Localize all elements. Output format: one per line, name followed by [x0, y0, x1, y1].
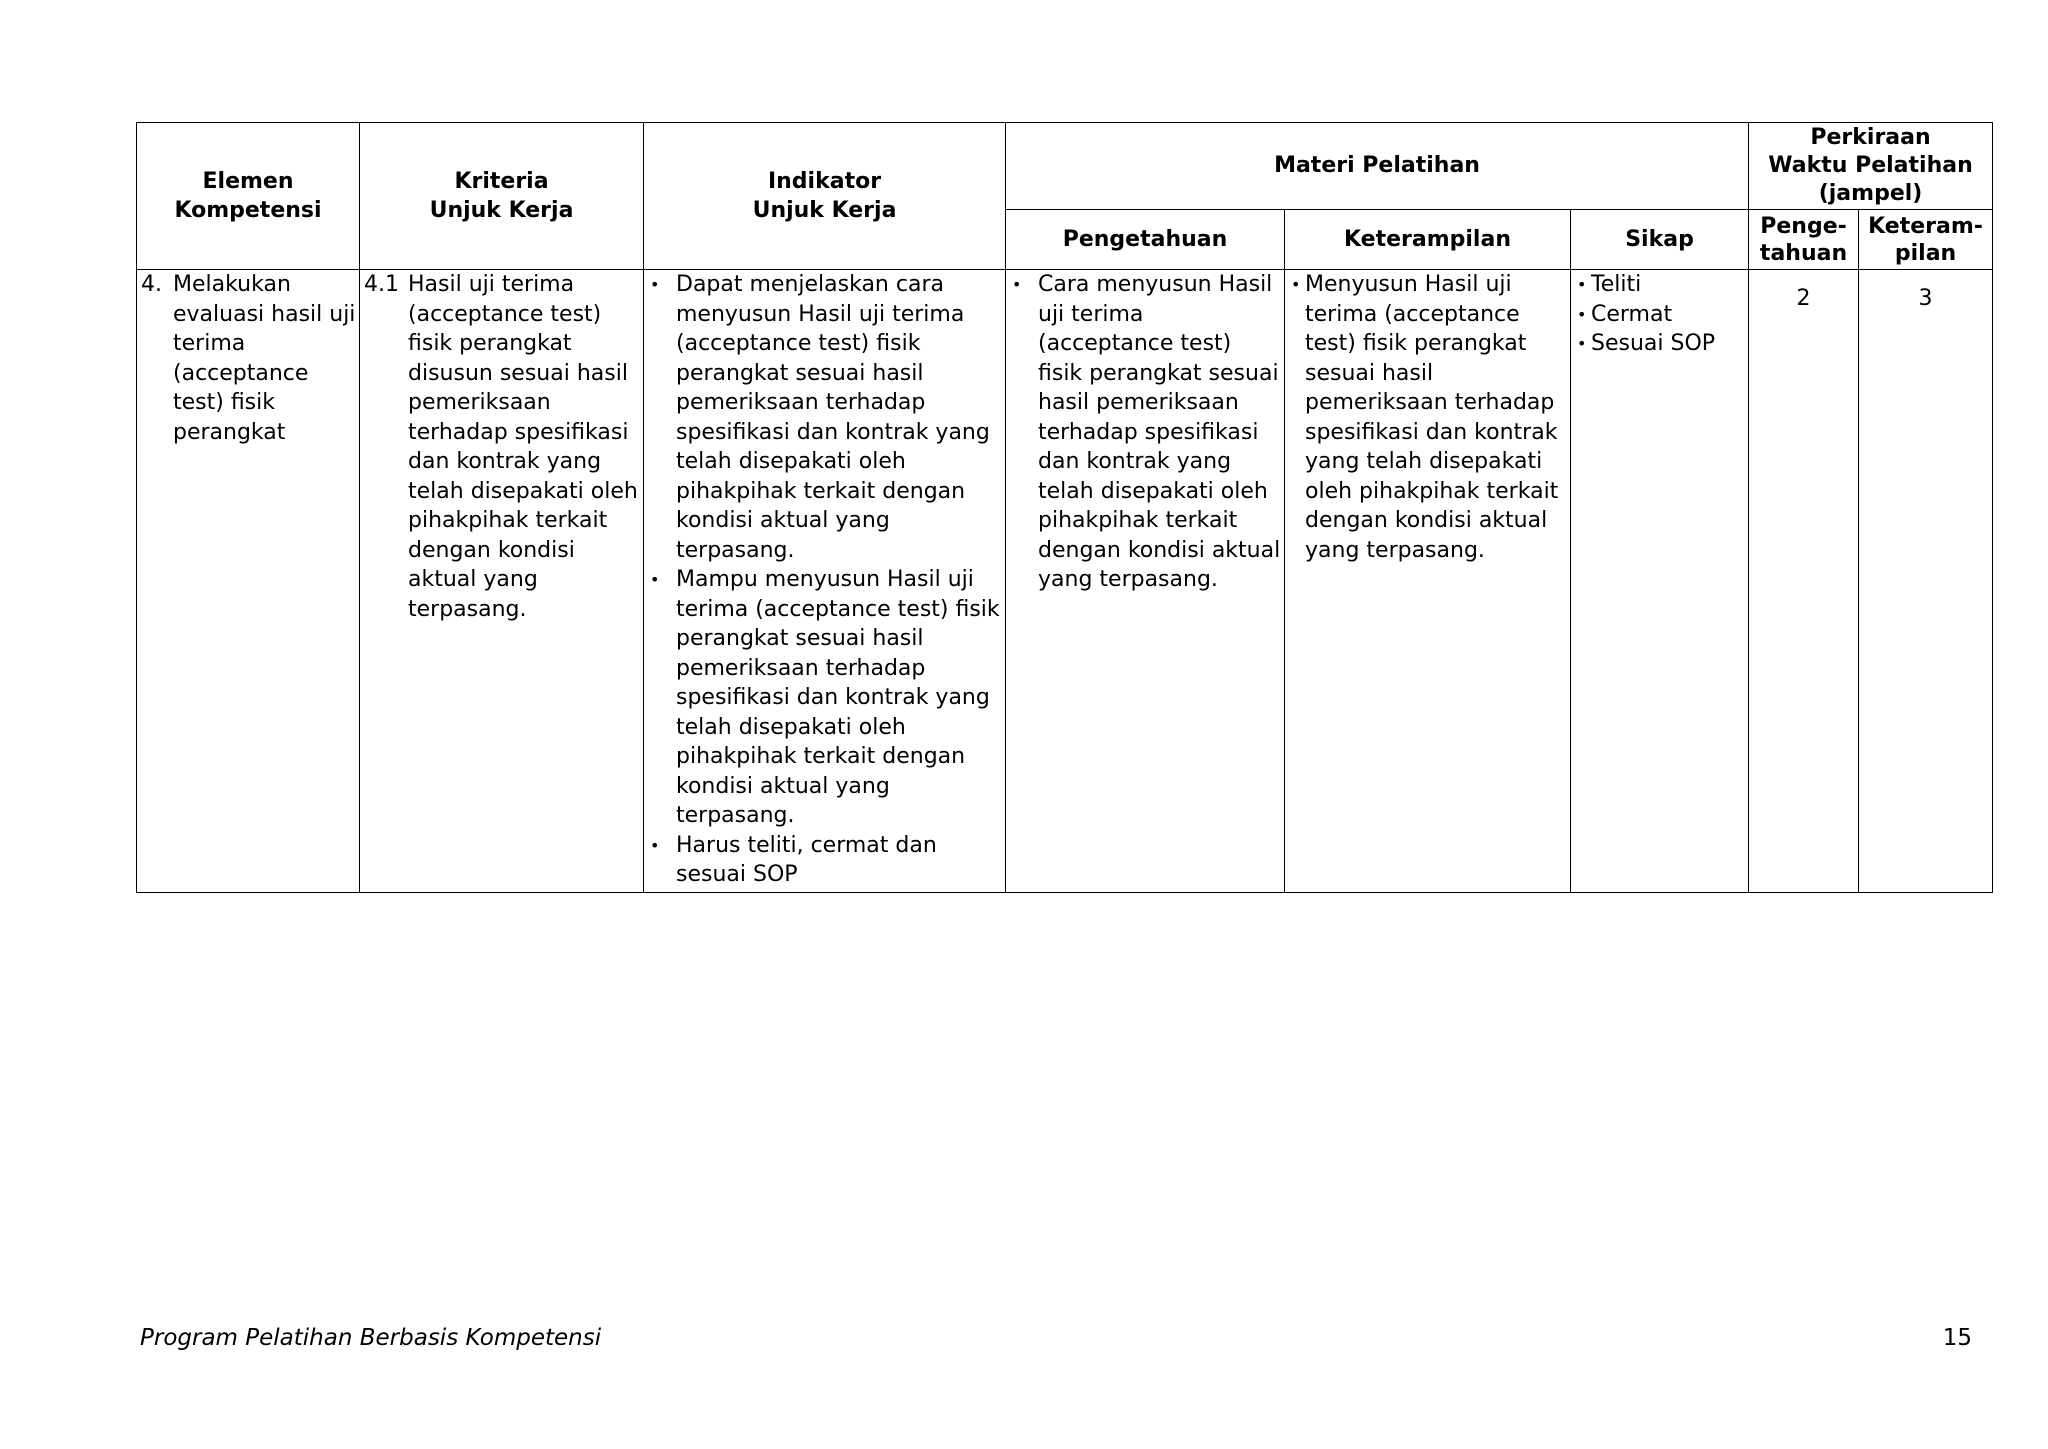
sikap-item-text: Teliti	[1591, 272, 1642, 297]
kriteria-number: 4.1	[364, 272, 399, 297]
header-kriteria-line1: Kriteria	[454, 168, 549, 194]
keterampilan-list	[1289, 270, 1567, 565]
elemen-text: Melakukan evaluasi hasil uji terima (acceptance test) fisik perangkat	[173, 272, 356, 445]
header-indikator-unjuk-kerja	[644, 123, 1006, 270]
cell-indikator	[644, 270, 1006, 893]
cell-elemen	[137, 270, 360, 893]
header-indikator-line1: Indikator	[767, 168, 882, 194]
cell-jampel-keterampilan	[1859, 270, 1993, 893]
list-item	[1575, 329, 1745, 359]
bullet-icon: •	[650, 570, 660, 589]
bullet-icon: •	[1291, 275, 1301, 294]
header-materi-pelatihan: Materi Pelatihan	[1006, 123, 1749, 210]
jampel-keterampilan-value: 3	[1918, 286, 1933, 311]
header-jampel-pengetahuan-line2: tahuan	[1759, 240, 1848, 266]
header-keterampilan: Keterampilan	[1285, 210, 1571, 270]
bullet-icon: •	[1577, 275, 1587, 294]
bullet-icon: •	[650, 275, 660, 294]
list-item	[648, 270, 1002, 565]
header-kriteria-line2: Unjuk Kerja	[429, 198, 574, 223]
jampel-pengetahuan-value: 2	[1796, 286, 1811, 311]
header-jampel-keterampilan-line2: pilan	[1894, 240, 1957, 266]
indikator-list	[648, 270, 1002, 890]
footer-title: Program Pelatihan Berbasis Kompetensi	[140, 1325, 602, 1351]
pengetahuan-list	[1010, 270, 1281, 595]
pengetahuan-item-text: Cara menyusun Hasil uji terima (acceptance test) fisik perangkat sesuai hasil pemeriksaan terhadap spesifikasi dan kontrak yang telah disepakati oleh pihakpihak terkait dengan kondisi aktual yang terpasang.	[1038, 272, 1281, 592]
elemen-number: 4.	[141, 272, 162, 297]
cell-jampel-pengetahuan	[1749, 270, 1859, 893]
header-elemen-line1: Elemen	[202, 168, 294, 194]
cell-kriteria	[360, 270, 644, 893]
list-item	[1010, 270, 1281, 595]
header-perkiraan-line2: Waktu Pelatihan	[1768, 153, 1973, 178]
competency-table	[136, 122, 1993, 893]
cell-sikap	[1571, 270, 1749, 893]
header-elemen-kompetensi	[137, 123, 360, 270]
keterampilan-item-text: Menyusun Hasil uji terima (acceptance test) fisik perangkat sesuai hasil pemeriksaan terhadap spesifikasi dan kontrak yang telah disepakati oleh pihakpihak terkait dengan kondisi aktual yang terpasang.	[1305, 272, 1559, 563]
bullet-icon: •	[650, 835, 660, 855]
header-sikap: Sikap	[1571, 210, 1749, 270]
sikap-item-text: Sesuai SOP	[1591, 331, 1716, 356]
header-jampel-keterampilan-line1: Keteram-	[1868, 213, 1983, 239]
header-jampel-pengetahuan-line1: Penge-	[1760, 213, 1847, 239]
list-item	[1575, 270, 1745, 300]
header-jampel-keterampilan	[1859, 210, 1993, 270]
header-perkiraan-line3: (jampel)	[1818, 181, 1923, 206]
header-jampel-pengetahuan	[1749, 210, 1859, 270]
indikator-item-text: Mampu menyusun Hasil uji terima (acceptance test) fisik perangkat sesuai hasil pemeriksaan terhadap spesifikasi dan kontrak yang telah disepakati oleh pihakpihak terkait dengan kondisi aktual yang terpasang.	[676, 567, 1000, 828]
bullet-icon: •	[1577, 334, 1587, 353]
cell-keterampilan	[1285, 270, 1571, 893]
header-perkiraan-waktu	[1749, 123, 1993, 210]
list-item	[648, 565, 1002, 831]
header-pengetahuan: Pengetahuan	[1006, 210, 1285, 270]
page-number: 15	[1942, 1325, 1972, 1351]
cell-pengetahuan	[1006, 270, 1285, 893]
sikap-item-text: Cermat	[1591, 301, 1673, 327]
header-perkiraan-line1: Perkiraan	[1810, 125, 1931, 150]
table-row	[137, 270, 1993, 893]
sikap-list	[1575, 270, 1745, 359]
bullet-icon: •	[1577, 304, 1587, 324]
list-item	[1575, 300, 1745, 330]
header-indikator-line2: Unjuk Kerja	[752, 198, 897, 223]
list-item	[1289, 270, 1567, 565]
kriteria-text: Hasil uji terima (acceptance test) fisik perangkat disusun sesuai hasil pemeriksaan terhadap spesifikasi dan kontrak yang telah disepakati oleh pihakpihak terkait dengan kondisi aktual yang terpasang.	[408, 272, 638, 622]
header-kriteria-unjuk-kerja	[360, 123, 644, 270]
indikator-item-text: Harus teliti, cermat dan sesuai SOP	[676, 832, 937, 887]
bullet-icon: •	[1012, 275, 1022, 294]
header-elemen-line2: Kompetensi	[174, 198, 322, 223]
list-item	[648, 831, 1002, 890]
indikator-item-text: Dapat menjelaskan cara menyusun Hasil uji terima (acceptance test) fisik perangkat sesuai hasil pemeriksaan terhadap spesifikasi dan kontrak yang telah disepakati oleh pihakpihak terkait dengan kondisi aktual yang terpasang.	[676, 272, 990, 563]
